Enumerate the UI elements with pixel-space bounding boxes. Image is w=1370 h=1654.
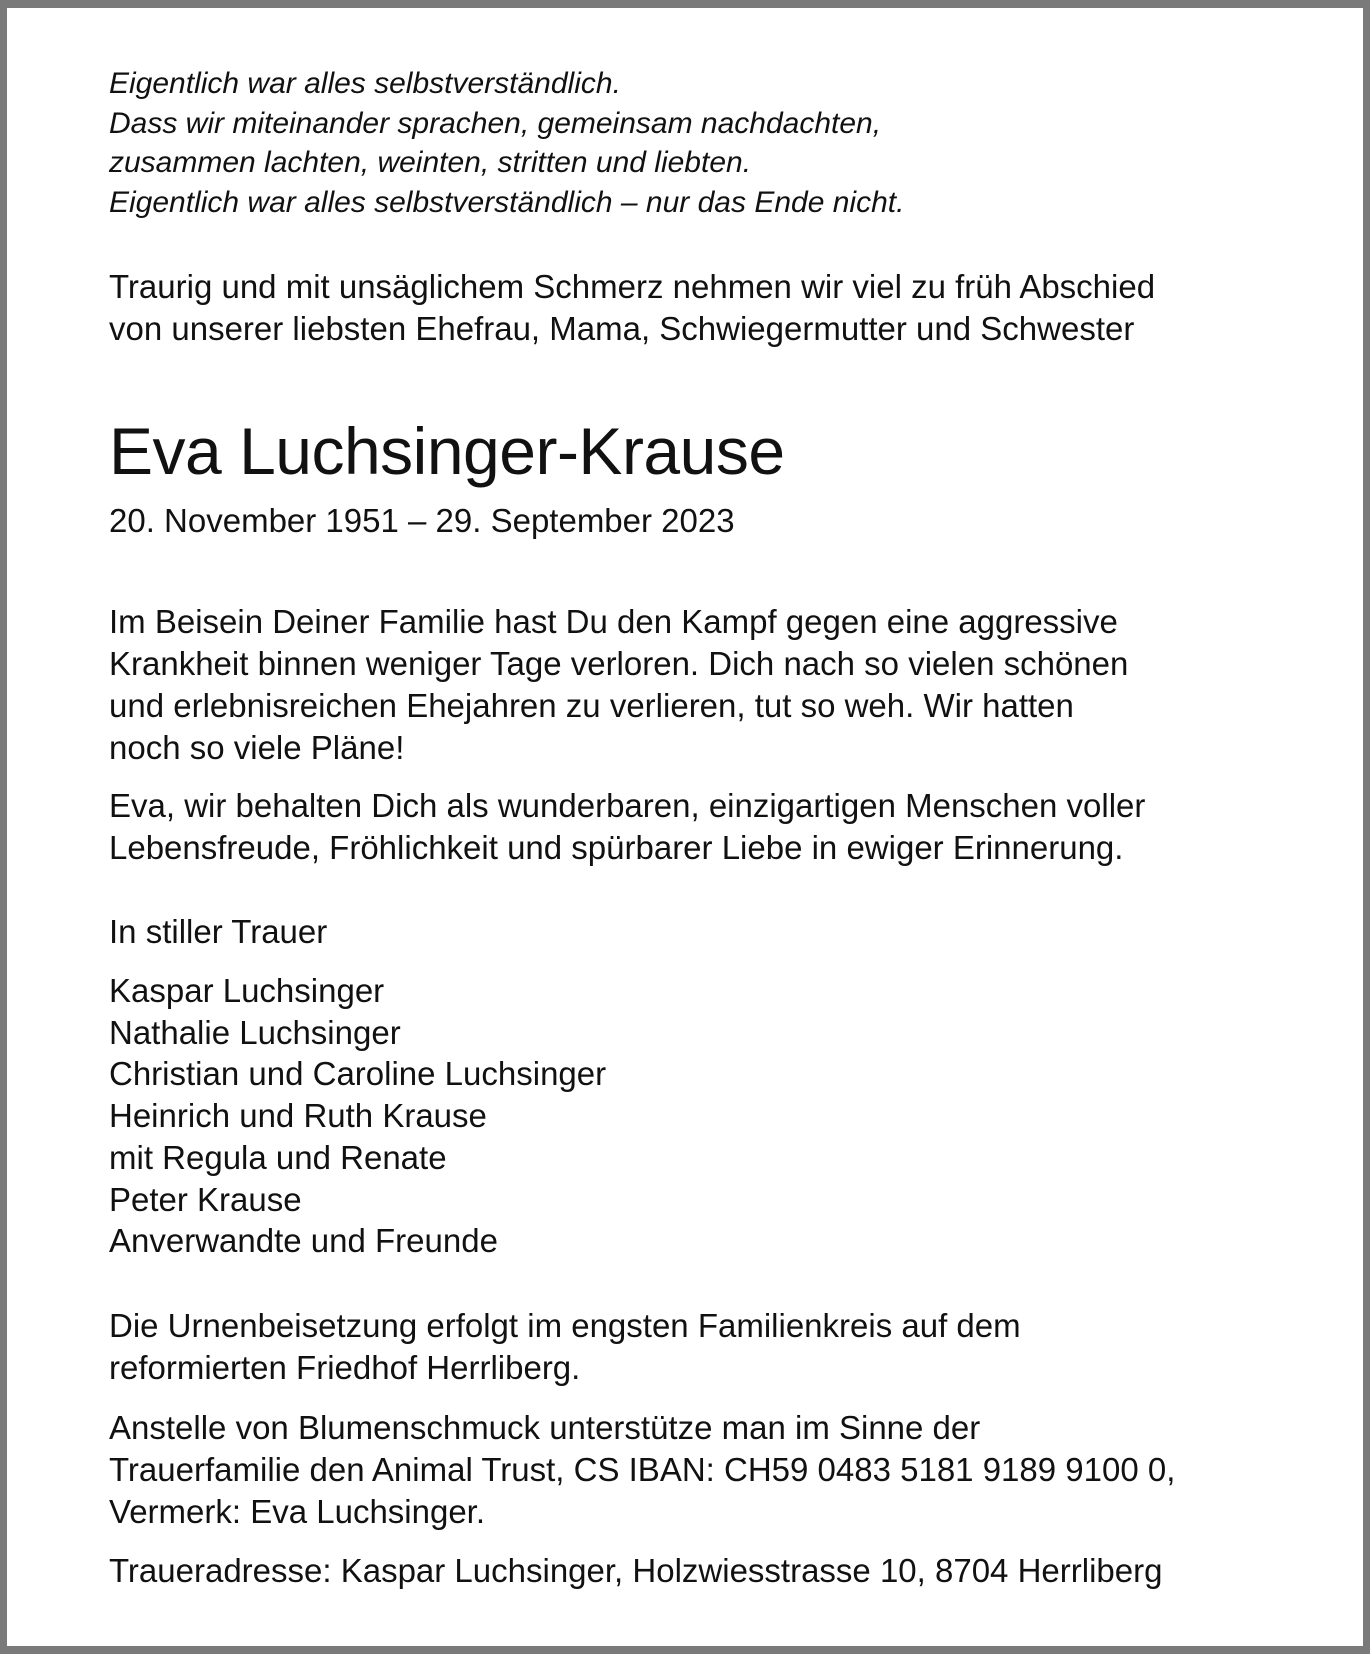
- poem-line: Eigentlich war alles selbstverständlich.: [109, 67, 621, 100]
- intro-line: Traurig und mit unsäglichem Schmerz nehmen wir viel zu früh Abschied: [109, 268, 1156, 305]
- donation-line: Trauerfamilie den Animal Trust, CS IBAN: CH59 0483 5181 9189 9100 0,: [109, 1451, 1176, 1488]
- mourner: Nathalie Luchsinger: [109, 1013, 401, 1051]
- intro-text: [109, 266, 1155, 350]
- mourner: Christian und Caroline Luchsinger: [109, 1055, 607, 1093]
- mourning-label: In stiller Trauer: [109, 913, 328, 950]
- mourner: mit Regula und Renate: [109, 1138, 447, 1176]
- life-dates: 20. November 1951 – 29. September 2023: [109, 502, 735, 539]
- message-line: noch so viele Pläne!: [109, 729, 405, 766]
- burial-line: reformierten Friedhof Herrliberg.: [109, 1349, 581, 1386]
- obituary-page: [7, 8, 1363, 1646]
- mourner: Anverwandte und Freunde: [109, 1222, 498, 1260]
- message-paragraph-1: [109, 601, 1128, 769]
- message-line: Eva, wir behalten Dich als wunderbaren, einzigartigen Menschen voller: [109, 787, 1146, 824]
- poem: [109, 64, 904, 222]
- donation-line: Vermerk: Eva Luchsinger.: [109, 1493, 486, 1530]
- mourner: Kaspar Luchsinger: [109, 972, 385, 1009]
- message-line: Im Beisein Deiner Familie hast Du den Kampf gegen eine aggressive: [109, 603, 1118, 640]
- poem-line: Dass wir miteinander sprachen, gemeinsam nachdachten,: [109, 106, 882, 140]
- message-line: Lebensfreude, Fröhlichkeit und spürbarer Liebe in ewiger Erinnerung.: [109, 829, 1124, 866]
- mourner: Peter Krause: [109, 1180, 302, 1218]
- message-line: und erlebnisreichen Ehejahren zu verlieren, tut so weh. Wir hatten: [109, 687, 1074, 724]
- message-line: Krankheit binnen weniger Tage verloren. Dich nach so vielen schönen: [109, 645, 1129, 682]
- mourners-list: [109, 970, 606, 1262]
- donation-line: Anstelle von Blumenschmuck unterstütze man im Sinne der: [109, 1409, 981, 1446]
- intro-line: von unserer liebsten Ehefrau, Mama, Schwiegermutter und Schwester: [109, 310, 1135, 347]
- poem-line: zusammen lachten, weinten, stritten und liebten.: [109, 146, 752, 179]
- deceased-name: Eva Luchsinger-Krause: [109, 414, 785, 488]
- message-paragraph-2: [109, 785, 1145, 869]
- burial-notice: [109, 1305, 1021, 1389]
- donation-notice: [109, 1407, 1175, 1533]
- poem-line: Eigentlich war alles selbstverständlich – nur das Ende nicht.: [109, 185, 905, 219]
- mourning-address: Traueradresse: Kaspar Luchsinger, Holzwiesstrasse 10, 8704 Herrliberg: [109, 1552, 1163, 1589]
- burial-line: Die Urnenbeisetzung erfolgt im engsten Familienkreis auf dem: [109, 1307, 1021, 1344]
- mourner: Heinrich und Ruth Krause: [109, 1097, 487, 1135]
